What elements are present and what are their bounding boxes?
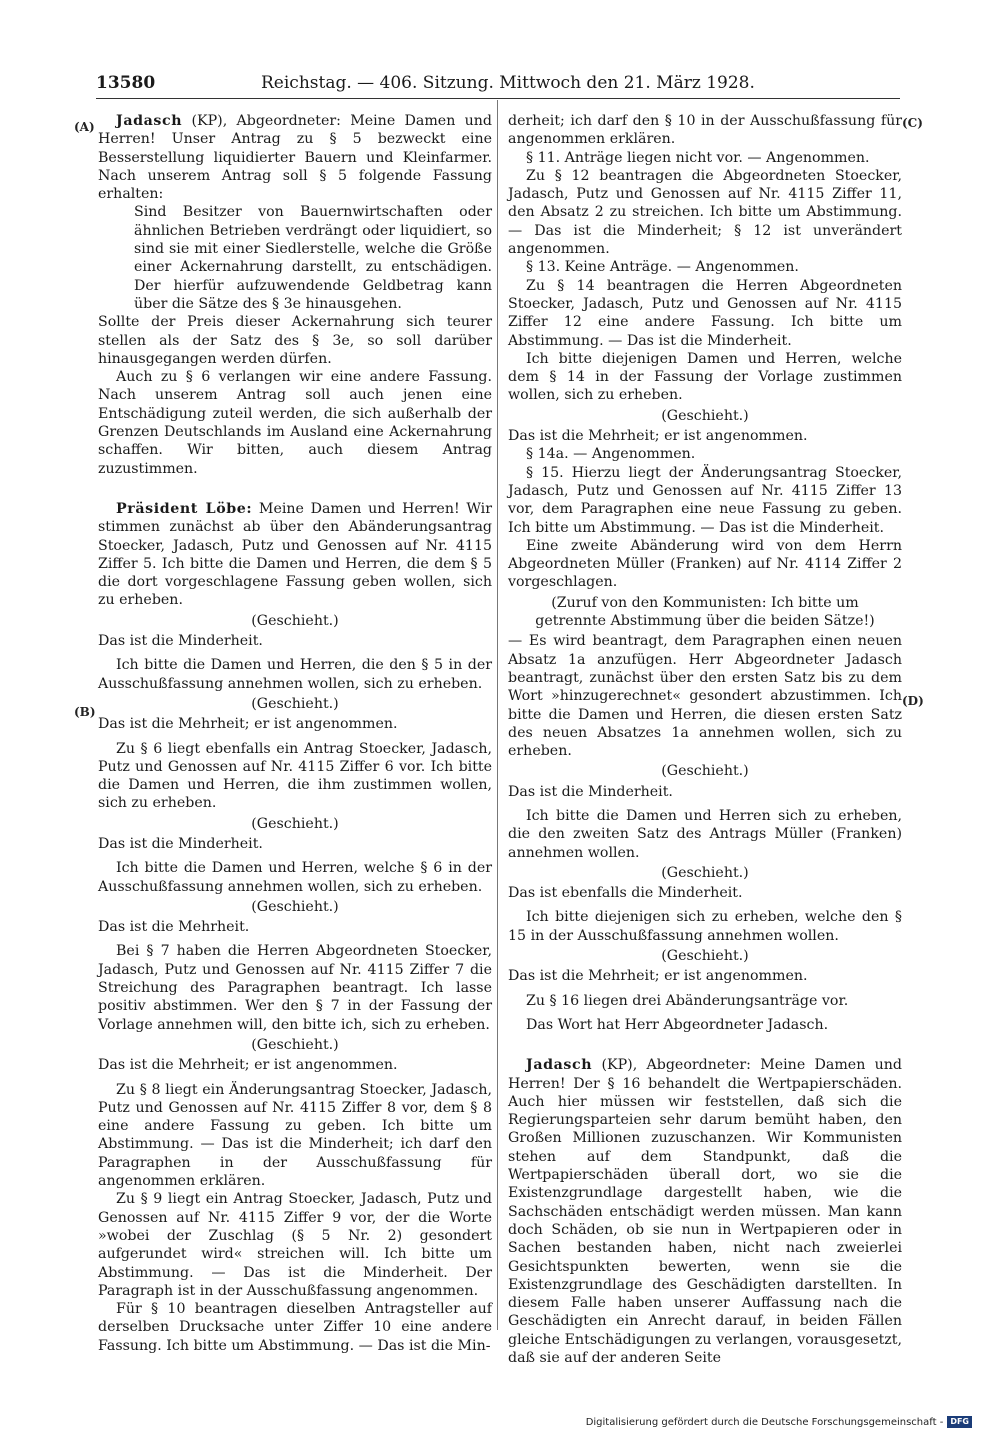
- speech-president-loebe: [98, 500, 492, 610]
- paragraph: Zu § 6 liegt ebenfalls ein Antrag Stoecker, Jadasch, Putz und Genossen auf Nr. 4115 Ziffer 6 vor. Ich bitte die Damen und Herren, die ihm zustimmen wollen, sich zu erheben.: [98, 740, 492, 812]
- stage-direction: (Geschieht.): [661, 948, 749, 965]
- paragraph: Ich bitte die Damen und Herren, die den § 5 in der Ausschußfassung annehmen wollen, sich zu erheben.: [98, 657, 492, 692]
- paragraph: Das ist die Mehrheit; er ist angenommen.: [508, 968, 808, 985]
- left-column: [98, 112, 492, 1354]
- paragraph: Für § 10 beantragen dieselben Antragsteller auf derselben Drucksache unter Ziffer 10 eine andere Fassung. Ich bitte um Abstimmung. — Das ist die Min-: [98, 1301, 492, 1354]
- paragraph: Ich bitte diejenigen Damen und Herren, welche dem § 14 in der Fassung der Vorlage zustimmen wollen, sich zu erheben.: [508, 350, 902, 404]
- paragraph: derheit; ich darf den § 10 in der Ausschußfassung für angenommen erklären.: [508, 113, 902, 148]
- paragraph: Zu § 8 liegt ein Änderungsantrag Stoecker, Jadasch, Putz und Genossen auf Nr. 4115 Ziffer 8 vor, dem § 8 eine andere Fassung zu geben. Ich bitte um Abstimmung. — Das ist die Minderheit; ich darf den Paragraphen in der Ausschußfassung für angenommen erklären.: [98, 1081, 492, 1190]
- paragraph: Das ist die Mehrheit; er ist angenommen.: [98, 1057, 398, 1074]
- speaker-name: Jadasch: [526, 1057, 593, 1074]
- stage-direction: (Geschieht.): [661, 407, 749, 424]
- footer-text: Digitalisierung gefördert durch die Deutsche Forschungsgemeinschaft -: [585, 1416, 944, 1428]
- speaker-name: Präsident Löbe:: [116, 500, 253, 517]
- paragraph: § 14a. — Angenommen.: [526, 446, 696, 463]
- header-rule: [96, 98, 900, 99]
- paragraph: § 11. Anträge liegen nicht vor. — Angenommen.: [526, 149, 870, 166]
- stage-direction: (Geschieht.): [661, 864, 749, 881]
- speech-jadasch-intro: [98, 112, 492, 203]
- paragraph: Das ist die Minderheit.: [98, 835, 263, 852]
- paragraph: § 13. Keine Anträge. — Angenommen.: [526, 259, 799, 276]
- speech-jadasch-wertpapier: [508, 1056, 902, 1367]
- paragraph-text: Meine Damen und Herren! Wir stimmen zunächst ab über den Abänderungsantrag Stoecker, Jadasch, Putz und Genossen auf Nr. 4115 Ziffer 5. Ich bitte die Damen und Herren, die dem § 5 die dort vorgeschlagene Fassung geben wollen, sich zu erheben.: [98, 500, 492, 609]
- paragraph: Das ist die Mehrheit; er ist angenommen.: [98, 716, 398, 733]
- stage-direction: (Geschieht.): [251, 1036, 339, 1053]
- page-number: 13580: [96, 73, 156, 93]
- paragraph: Zu § 14 beantragen die Herren Abgeordneten Stoecker, Jadasch, Putz und Genossen auf Nr. 4115 Ziffer 12 eine andere Fassung. Ich bitte um Abstimmung. — Das ist die Minderheit.: [508, 277, 902, 349]
- paragraph-text: (KP), Abgeordneter: Meine Damen und Herren! Unser Antrag zu § 5 bezweckt eine Besserstellung liquidierter Bauern und Kleinfarmer. Nach unserem Antrag soll § 5 folgende Fassung erhalten:: [98, 113, 492, 203]
- paragraph: Bei § 7 haben die Herren Abgeordneten Stoecker, Jadasch, Putz und Genossen auf Nr. 4115 Ziffer 7 die Streichung des Paragraphen beantragt. Ich lasse positiv abstimmen. Wer den § 7 in der Fassung der Vorlage annehmen will, den bitte ich, sich zu erheben.: [98, 943, 492, 1033]
- paragraph: Sollte der Preis dieser Ackernahrung sich teurer stellen als der Satz des § 3e, so soll darüber hinausgegangen werden dürfen.: [98, 314, 492, 367]
- paragraph: Ich bitte die Damen und Herren sich zu erheben, die den zweiten Satz des Antrags Müller (Franken) annehmen wollen.: [508, 807, 902, 861]
- paragraph: Das ist die Minderheit.: [508, 783, 673, 800]
- paragraph: Eine zweite Abänderung wird von dem Herrn Abgeordneten Müller (Franken) auf Nr. 4114 Ziffer 2 vorgeschlagen.: [508, 537, 902, 591]
- margin-mark-c: (C): [902, 116, 923, 130]
- running-title: Reichstag. — 406. Sitzung. Mittwoch den 21. März 1928.: [261, 73, 755, 93]
- paragraph: Zu § 12 beantragen die Abgeordneten Stoecker, Jadasch, Putz und Genossen auf Nr. 4115 Ziffer 11, den Absatz 2 zu streichen. Ich bitte um Abstimmung. — Das ist die Minderheit; § 12 ist unverändert angenommen.: [508, 167, 902, 258]
- paragraph: Ich bitte die Damen und Herren, welche § 6 in der Ausschußfassung annehmen wollen, sich zu erheben.: [98, 860, 492, 895]
- stage-direction: (Geschieht.): [661, 763, 749, 780]
- page-header: [96, 68, 896, 98]
- paragraph: Das ist die Mehrheit.: [98, 919, 250, 936]
- speaker-name: Jadasch: [116, 113, 183, 129]
- paragraph: § 15. Hierzu liegt der Änderungsantrag Stoecker, Jadasch, Putz und Genossen auf Nr. 4115 Ziffer 13 vor, dem Paragraphen eine neue Fassung zu geben. Ich bitte um Abstimmung. — Das ist die Minderheit.: [508, 464, 902, 536]
- interjection: (Zuruf von den Kommunisten: Ich bitte um getrennte Abstimmung über die beiden Sätze!): [535, 594, 875, 630]
- digitization-footer: [586, 1416, 972, 1428]
- paragraph: — Es wird beantragt, dem Paragraphen einen neuen Absatz 1a anzufügen. Herr Abgeordneter Jadasch beantragt, zunächst über den ersten Satz bis zu dem Wort »hinzugerechnet« gesondert abzustimmen. Ich bitte die Damen und Herren, die diesen ersten Satz des neuen Absatzes 1a annehmen wollen, sich zu erheben.: [508, 633, 902, 760]
- margin-mark-d: (D): [902, 694, 924, 708]
- stage-direction: (Geschieht.): [251, 695, 339, 712]
- paragraph: Ich bitte diejenigen sich zu erheben, welche den § 15 in der Ausschußfassung annehmen wollen.: [508, 909, 902, 944]
- paragraph: Auch zu § 6 verlangen wir eine andere Fassung. Nach unserem Antrag soll auch jenen eine Entschädigung zuteil werden, die sich außerhalb der Grenzen Deutschlands im Ausland eine Ackernahrung schaffen. Wir bitten, auch diesem Antrag zuzustimmen.: [98, 369, 492, 477]
- column-divider: [497, 100, 498, 1330]
- stage-direction: (Geschieht.): [251, 612, 339, 629]
- paragraph-text: (KP), Abgeordneter: Meine Damen und Herren! Der § 16 behandelt die Wertpapierschäden. Auch hier müssen wir feststellen, daß sich die Regierungsparteien sehr darum bemüht haben, den Großen Millionen zuzuschanzen. Wir Kommunisten stehen auf dem Standpunkt, daß die Wertpapierschäden überall dort, wo sie die Existenzgrundlage dargestellt haben, wie die Sachschäden entschädigt werden müssen. Man kann doch Schäden, ob sie nun in Wertpapieren oder in Sachen bestanden haben, nicht nach zweierlei Gesichtspunkten bewerten, wenn sie die Existenzgrundlage des Geschädigten darstellten. In diesem Falle haben unserer Auffassung nach die Geschädigten ein Anrecht darauf, in beiden Fällen gleiche Entschädigungen zu verlangen, vorausgesetzt, daß sie auf der anderen Seite: [508, 1057, 902, 1366]
- paragraph: Das ist ebenfalls die Minderheit.: [508, 885, 743, 902]
- right-column: [508, 112, 902, 1366]
- paragraph: Zu § 16 liegen drei Abänderungsanträge vor.: [526, 992, 849, 1009]
- stage-direction: (Geschieht.): [251, 898, 339, 915]
- dfg-logo-icon: DFG: [947, 1416, 972, 1428]
- margin-mark-a: (A): [74, 120, 95, 134]
- quoted-amendment: Sind Besitzer von Bauernwirtschaften oder ähnlichen Betrieben verdrängt oder liquidiert, so sind sie mit einer Siedlerstelle, welche die Größe einer Ackernahrung darstellt, zu entschädigen. Der hierfür aufzuwendende Geldbetrag kann über die Sätze des § 3e hinausgehen.: [134, 204, 492, 312]
- paragraph: Zu § 9 liegt ein Antrag Stoecker, Jadasch, Putz und Genossen auf Nr. 4115 Ziffer 9 vor, der die Worte »wobei der Zuschlag (§ 5 Nr. 2) gesondert aufgerundet wird« streichen will. Ich bitte um Abstimmung. — Das ist die Minderheit. Der Paragraph ist in der Ausschußfassung angenommen.: [98, 1191, 492, 1299]
- paragraph: Das ist die Mehrheit; er ist angenommen.: [508, 428, 808, 445]
- paragraph: Das ist die Minderheit.: [98, 633, 263, 650]
- stage-direction: (Geschieht.): [251, 815, 339, 832]
- paragraph: Das Wort hat Herr Abgeordneter Jadasch.: [526, 1016, 829, 1033]
- margin-mark-b: (B): [74, 705, 96, 719]
